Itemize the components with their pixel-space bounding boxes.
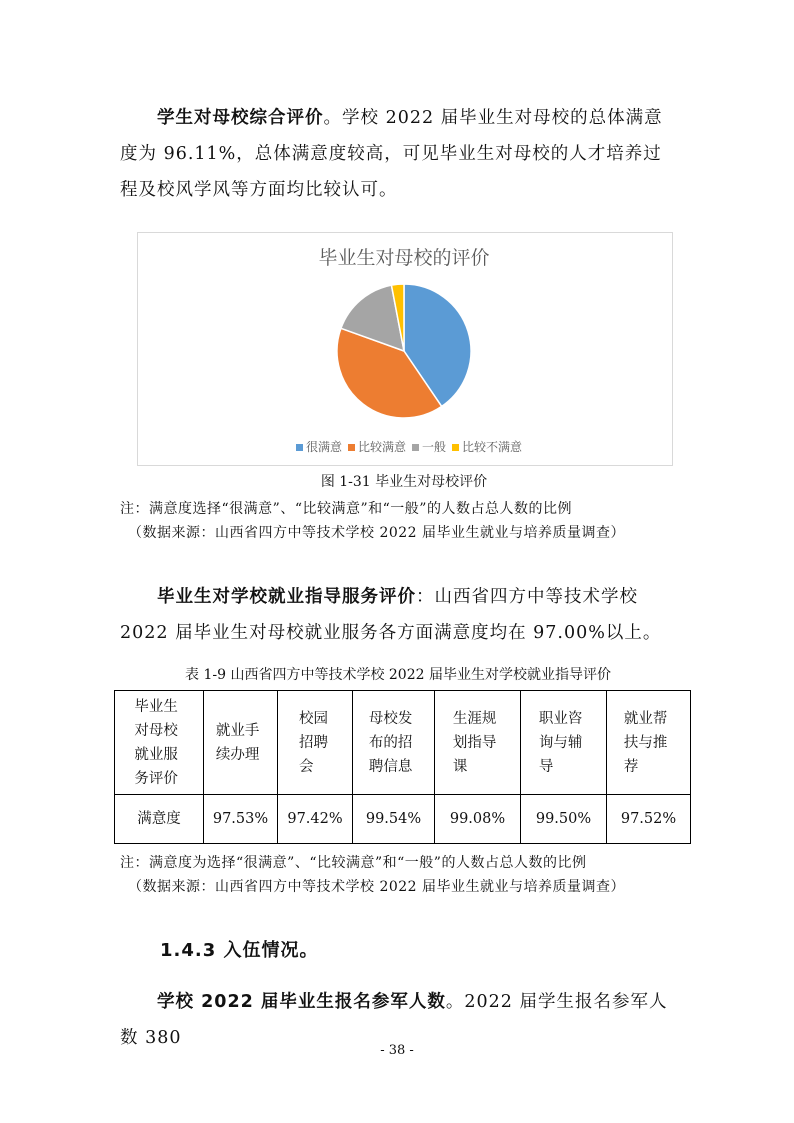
table-cell: 97.52% <box>607 795 691 844</box>
table-note: 注：满意度为选择“很满意”、“比较满意”和“一般”的人数占总人数的比例 <box>120 855 587 871</box>
legend-label: 比较不满意 <box>462 440 523 454</box>
table-cell: 99.54% <box>353 795 435 844</box>
header-text: 校园招聘会 <box>299 710 329 775</box>
table-header-cell <box>353 691 435 795</box>
legend-label: 比较满意 <box>358 440 407 454</box>
chart-title: 毕业生对母校的评价 <box>318 247 490 269</box>
section-heading: 1.4.3 入伍情况。 <box>160 940 319 961</box>
legend-label: 很满意 <box>306 440 343 454</box>
table-header-cell <box>521 691 607 795</box>
table-header-cell <box>278 691 353 795</box>
header-text: 生涯规划指导课 <box>452 710 497 775</box>
page-number: - 38 - <box>380 1043 414 1058</box>
header-text: 职业咨询与辅导 <box>538 710 583 775</box>
row-label: 满意度 <box>115 795 204 844</box>
header-text: 就业帮扶与推荐 <box>623 710 668 775</box>
table-cell: 97.53% <box>204 795 278 844</box>
table-cell: 99.08% <box>435 795 521 844</box>
paragraph-lead: 学生对母校综合评价 <box>157 108 324 128</box>
chart-legend <box>290 438 522 455</box>
figure-note: 注：满意度选择“很满意”、“比较满意”和“一般”的人数占总人数的比例 <box>120 501 572 517</box>
table-header-cell <box>435 691 521 795</box>
paragraph-overall-evaluation <box>120 100 680 208</box>
header-text: 母校发布的招聘信息 <box>368 710 413 775</box>
table-header-row <box>115 691 691 795</box>
table-caption: 表 1-9 山西省四方中等技术学校 2022 届毕业生对学校就业指导评价 <box>185 667 611 683</box>
table-row <box>115 795 691 844</box>
table-header-cell <box>204 691 278 795</box>
legend-swatch <box>348 444 355 451</box>
table-header-cell <box>115 691 204 795</box>
legend-swatch <box>412 444 419 451</box>
header-text: 就业手续办理 <box>215 722 260 763</box>
legend-swatch <box>296 444 303 451</box>
legend-swatch <box>452 444 459 451</box>
figure-caption: 图 1-31 毕业生对母校评价 <box>320 474 488 490</box>
paragraph-service-evaluation <box>120 579 680 651</box>
table-cell: 97.42% <box>278 795 353 844</box>
paragraph-text: ：山西省四方中等技术学校 2022 届毕业生对母校就业服务各方面满意度均在 97.00%以上。 <box>120 587 662 643</box>
table-cell: 99.50% <box>521 795 607 844</box>
legend-label: 一般 <box>422 440 447 454</box>
paragraph-lead: 学校 2022 届毕业生报名参军人数 <box>157 992 446 1012</box>
paragraph-text: 。2022 届学生报名参军人数 380 <box>120 992 668 1048</box>
header-text: 毕业生对母校就业服务评价 <box>134 698 178 787</box>
evaluation-table <box>114 690 691 844</box>
paragraph-text: 。学校 2022 届毕业生对母校的总体满意度为 96.11%，总体满意度较高，可见毕业生对母校的人才培养过程及校风学风等方面均比较认可。 <box>120 108 663 200</box>
table-source: （数据来源：山西省四方中等技术学校 2022 届毕业生就业与培养质量调查） <box>128 879 626 895</box>
table-header-cell <box>607 691 691 795</box>
paragraph-lead: 毕业生对学校就业指导服务评价 <box>157 587 416 607</box>
figure-source: （数据来源：山西省四方中等技术学校 2022 届毕业生就业与培养质量调查） <box>128 525 626 541</box>
